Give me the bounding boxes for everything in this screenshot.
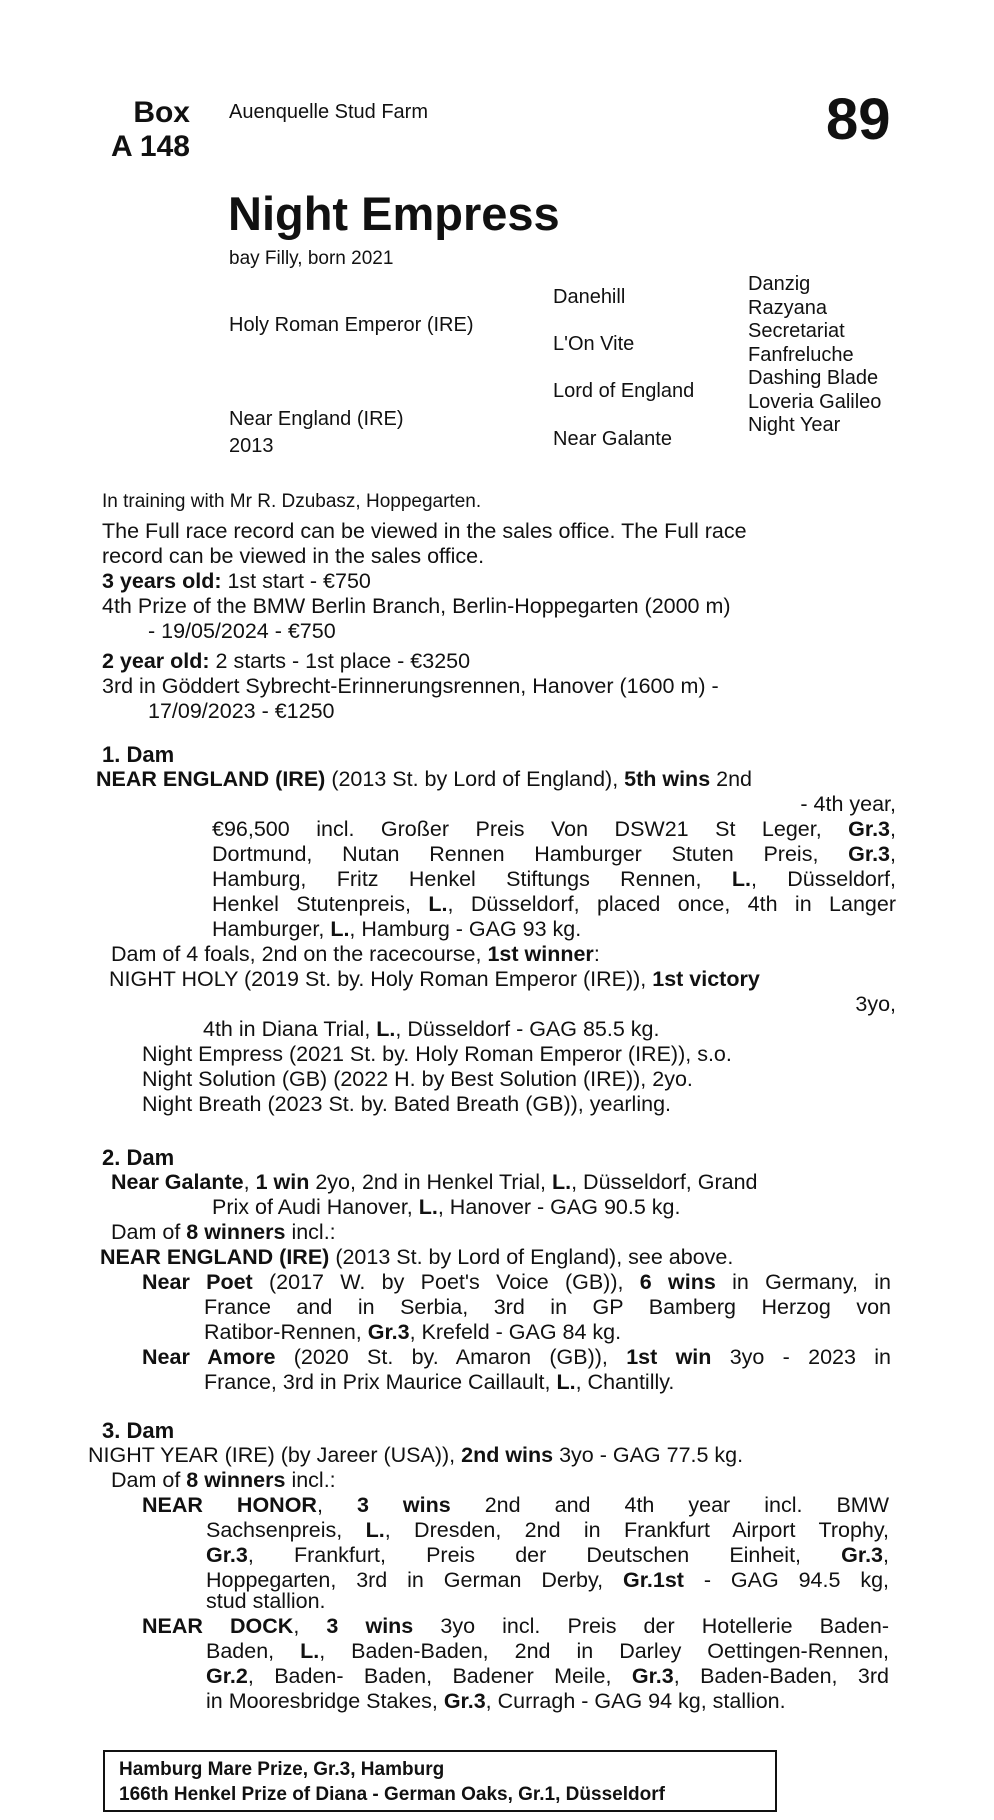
dam3-grade: Gr.3 xyxy=(841,1543,884,1567)
dam1-line xyxy=(212,917,896,942)
dam2-line xyxy=(142,1370,891,1395)
dam2-text: France, 3rd in Prix Maurice Caillault, xyxy=(204,1370,557,1394)
lot-number: 89 xyxy=(826,87,891,152)
dam1-foals xyxy=(96,942,896,967)
dam3-grade: L. xyxy=(365,1518,385,1542)
dam1-line xyxy=(96,767,896,792)
dam3-text: , Baden-Baden, 2nd in Darley Oettingen-Rennen, xyxy=(319,1639,889,1663)
record-2yo-race-date: 17/09/2023 - €1250 xyxy=(148,699,335,723)
dam1-text: , Düsseldorf, placed once, 4th in Langer xyxy=(447,892,896,916)
dam2-grade: Gr.3 xyxy=(367,1320,410,1344)
engagements-box xyxy=(103,1750,777,1812)
grandsire: Danehill xyxy=(553,286,626,308)
dam3-wins: 3 wins xyxy=(326,1614,414,1638)
engagement-item: 166th Henkel Prize of Diana - German Oaks, Gr.1, Düsseldorf xyxy=(119,1784,665,1805)
dam2-text: incl.: xyxy=(285,1220,336,1244)
dam1-text: Hamburg, Fritz Henkel Stiftungs Rennen, xyxy=(212,867,732,891)
granddam-dam-side: Near Galante xyxy=(553,428,672,450)
dam2-line: France and in Serbia, 3rd in GP Bamberg Herzog von xyxy=(204,1295,891,1319)
dam1-line xyxy=(96,1017,896,1042)
dam3-line xyxy=(142,1518,889,1543)
record-2yo xyxy=(102,649,731,674)
dam2-title: 2. Dam xyxy=(102,1145,175,1170)
dam3-line xyxy=(142,1664,889,1689)
box-title: Box xyxy=(133,96,190,129)
race-record xyxy=(102,569,731,724)
gen3-ancestor: Razyana xyxy=(748,296,827,319)
dam3-dam-of xyxy=(88,1468,908,1493)
dam2-line xyxy=(142,1270,891,1295)
dam3-line xyxy=(88,1443,908,1468)
dam3-text: , Dresden, 2nd in Frankfurt Airport Trophy, xyxy=(384,1518,889,1542)
dam3-title: 3. Dam xyxy=(102,1418,175,1443)
dam2-grade: L. xyxy=(556,1370,576,1394)
dam3-text: Baden, xyxy=(206,1639,301,1663)
dam3-text: 3yo incl. Preis der Hotellerie Baden- xyxy=(413,1614,889,1638)
dam1-line: 3yo, xyxy=(855,992,896,1016)
dam1-line xyxy=(212,892,896,917)
dam2-text: (2017 W. by Poet's Voice (GB)), xyxy=(252,1270,640,1294)
farm-name: Auenquelle Stud Farm xyxy=(229,101,429,123)
dam3-grade: Gr.3 xyxy=(443,1689,486,1713)
dam3-text: , xyxy=(293,1614,327,1638)
dam2-text: , Chantilly. xyxy=(575,1370,675,1394)
dam2-text: , xyxy=(243,1170,256,1194)
dam3-winners: 8 winners xyxy=(186,1468,286,1492)
dam1-grade: L. xyxy=(330,917,350,941)
dam2-progeny-name: Near Poet xyxy=(142,1270,253,1294)
dam3-text: , Frankfurt, Preis der Deutschen Einheit, xyxy=(247,1543,842,1567)
horse-description: bay Filly, born 2021 xyxy=(229,248,394,269)
dam1-grade: Gr.3 xyxy=(848,842,891,866)
gen3-ancestor: Secretariat xyxy=(748,320,845,342)
dam1-line xyxy=(212,842,896,867)
dam3-text: NIGHT YEAR (IRE) (by Jareer (USA)), xyxy=(88,1443,462,1467)
horse-name: Night Empress xyxy=(228,187,560,240)
record-note-line: The Full race record can be viewed in the sales office. The Full race xyxy=(102,519,747,543)
dam3-text: 3yo - GAG 77.5 kg. xyxy=(553,1443,744,1467)
dam2-wins: 1st win xyxy=(626,1345,712,1369)
dam2-text: 3yo - 2023 in xyxy=(711,1345,892,1369)
pedigree-gen3 xyxy=(748,273,881,438)
dam2-dam-of xyxy=(100,1220,910,1245)
dam3-text: in Mooresbridge Stakes, xyxy=(206,1689,444,1713)
dam1-winner: 1st victory xyxy=(652,967,760,991)
dam1-winner: 1st winner xyxy=(487,942,594,966)
dam1-progeny: Night Solution (GB) (2022 H. by Best Solution (IRE)), 2yo. xyxy=(142,1067,693,1091)
dam2-text: Ratibor-Rennen, xyxy=(204,1320,368,1344)
dam1-text: Dortmund, Nutan Rennen Hamburger Stuten Preis, xyxy=(212,842,849,866)
gen3-ancestor: Fanfreluche xyxy=(748,343,854,366)
dam: Near England (IRE) xyxy=(229,408,404,430)
dam2-text: (2020 St. by. Amaron (GB)), xyxy=(275,1345,627,1369)
dam1-text: 2nd xyxy=(710,767,753,791)
dam2-winners: 8 winners xyxy=(186,1220,286,1244)
dam3-grade: Gr.3 xyxy=(206,1543,248,1567)
dam2-line xyxy=(142,1320,891,1345)
dam2-name: Near Galante xyxy=(111,1170,244,1194)
dam1-text: , xyxy=(890,817,896,841)
dam1-text: Hamburger, xyxy=(212,917,331,941)
dam3-section xyxy=(88,1443,908,1714)
dam1-text: Dam of 4 foals, 2nd on the racecourse, xyxy=(111,942,488,966)
dam3-text: Hoppegarten, 3rd in German Derby, xyxy=(206,1568,623,1592)
dam2-text: , Hanover - GAG 90.5 kg. xyxy=(437,1195,681,1219)
dam2-text: (2013 St. by Lord of England), see above. xyxy=(329,1245,734,1269)
dam2-line xyxy=(100,1195,910,1220)
dam1-text: 4th in Diana Trial, xyxy=(203,1017,377,1041)
dam2-text: 2yo, 2nd in Henkel Trial, xyxy=(309,1170,552,1194)
dam2-text: , Krefeld - GAG 84 kg. xyxy=(409,1320,622,1344)
dam2-progeny-name: Near Amore xyxy=(142,1345,276,1369)
sire: Holy Roman Emperor (IRE) xyxy=(229,314,474,336)
dam1-text: , Hamburg - GAG 93 kg. xyxy=(349,917,582,941)
gen3-ancestor: Dashing Blade xyxy=(748,367,879,389)
dam3-grade: Gr.2 xyxy=(206,1664,248,1688)
dam1-grade: L. xyxy=(376,1017,396,1041)
dam3-text: Dam of xyxy=(111,1468,187,1492)
engagement-item: Hamburg Mare Prize, Gr.3, Hamburg xyxy=(119,1759,445,1780)
dam-year: 2013 xyxy=(229,435,274,457)
record-3yo-race-date: - 19/05/2024 - €750 xyxy=(148,619,336,643)
dam3-line xyxy=(142,1639,889,1664)
dam3-text: , xyxy=(316,1493,357,1517)
dam1-wins: 5th wins xyxy=(624,767,711,791)
dam2-progeny-name: NEAR ENGLAND (IRE) xyxy=(100,1245,330,1269)
record-3yo xyxy=(102,569,731,594)
dam2-text: in Germany, in xyxy=(715,1270,891,1294)
dam2-line xyxy=(100,1170,910,1195)
dam2-grade: L. xyxy=(418,1195,438,1219)
record-2yo-text: 2 starts - 1st place - €3250 xyxy=(209,649,471,673)
dam1-grade: L. xyxy=(428,892,448,916)
dam3-text: Sachsenpreis, xyxy=(206,1518,366,1542)
dam3-wins: 3 wins xyxy=(356,1493,451,1517)
dam2-progeny xyxy=(100,1245,910,1270)
dam1-text: (2013 St. by Lord of England), xyxy=(325,767,625,791)
gen3-ancestor: Loveria Galileo xyxy=(748,390,882,413)
box-number: A 148 xyxy=(111,130,190,163)
dam3-grade: Gr.1st xyxy=(622,1568,684,1592)
record-2yo-race: 3rd in Göddert Sybrecht-Erinnerungsrennen, Hanover (1600 m) - xyxy=(102,674,719,698)
dam3-line xyxy=(142,1543,889,1568)
dam1-progeny: Night Empress (2021 St. by. Holy Roman Emperor (IRE)), s.o. xyxy=(142,1042,732,1066)
dam1-line: - 4th year, xyxy=(800,792,896,816)
dam2-wins: 6 wins xyxy=(639,1270,716,1294)
dam3-line xyxy=(142,1689,889,1714)
dam3-line xyxy=(142,1614,889,1639)
dam3-progeny xyxy=(88,1493,889,1714)
dam2-wins: 1 win xyxy=(255,1170,310,1194)
dam2-text: , Düsseldorf, Grand xyxy=(571,1170,758,1194)
dam3-text: , xyxy=(883,1543,889,1567)
gen3-ancestor: Night Year xyxy=(748,414,841,436)
dam3-grade: L. xyxy=(300,1639,320,1663)
dam2-line xyxy=(142,1345,891,1370)
record-2yo-label: 2 year old: xyxy=(102,649,210,673)
dam3-line xyxy=(142,1493,889,1518)
dam1-text: NIGHT HOLY (2019 St. by. Holy Roman Emperor (IRE)), xyxy=(109,967,653,991)
dam2-grade: L. xyxy=(551,1170,572,1194)
training-note: In training with Mr R. Dzubasz, Hoppegarten. xyxy=(102,491,482,512)
dam3-progeny-name: NEAR HONOR xyxy=(142,1493,317,1517)
dam1-text: , Düsseldorf - GAG 85.5 kg. xyxy=(395,1017,660,1041)
dam3-grade: Gr.3 xyxy=(631,1664,674,1688)
dam1-details xyxy=(96,817,896,942)
dam1-text: €96,500 incl. Großer Preis Von DSW21 St Leger, xyxy=(212,817,849,841)
dam3-wins: 2nd wins xyxy=(461,1443,554,1467)
dam3-text: - GAG 94.5 kg, xyxy=(683,1568,889,1592)
record-3yo-label: 3 years old: xyxy=(102,569,222,593)
dam3-text: , Baden-Baden, 3rd xyxy=(673,1664,889,1688)
dam1-line xyxy=(212,867,896,892)
dam2-text: Prix of Audi Hanover, xyxy=(212,1195,419,1219)
dam1-grade: Gr.3 xyxy=(848,817,891,841)
dam1-text: , xyxy=(890,842,896,866)
gen3-ancestor: Danzig xyxy=(748,273,811,295)
dam1-progeny: Night Breath (2023 St. by. Bated Breath (GB)), yearling. xyxy=(142,1092,671,1116)
dam1-text: , Düsseldorf, xyxy=(750,867,897,891)
dam1-section xyxy=(96,767,896,1117)
dam1-name: NEAR ENGLAND (IRE) xyxy=(96,767,326,791)
record-note-line: record can be viewed in the sales office. xyxy=(102,544,485,568)
granddam-sire-side: L'On Vite xyxy=(553,333,635,355)
dam1-progeny xyxy=(96,967,896,992)
dam3-text: 2nd and 4th year incl. BMW xyxy=(450,1493,890,1517)
dam1-text: : xyxy=(593,942,600,966)
dam3-progeny-name: NEAR DOCK xyxy=(142,1614,294,1638)
dam3-text: , Baden- Baden, Badener Meile, xyxy=(247,1664,632,1688)
record-3yo-race: 4th Prize of the BMW Berlin Branch, Berlin-Hoppegarten (2000 m) xyxy=(102,594,731,618)
record-note xyxy=(102,519,747,569)
dam3-text: incl.: xyxy=(285,1468,336,1492)
dam1-line xyxy=(212,817,896,842)
dam1-grade: L. xyxy=(731,867,751,891)
dam3-text: , Curragh - GAG 94 kg, stallion. xyxy=(485,1689,786,1713)
record-3yo-text: 1st start - €750 xyxy=(221,569,371,593)
box-label xyxy=(100,96,190,164)
dam1-text: Henkel Stutenpreis, xyxy=(212,892,429,916)
damsire: Lord of England xyxy=(553,380,695,402)
dam2-section xyxy=(100,1170,910,1395)
dam1-title: 1. Dam xyxy=(102,742,175,767)
dam2-text: Dam of xyxy=(111,1220,187,1244)
dam2-progeny xyxy=(100,1270,891,1395)
dam3-line: stud stallion. xyxy=(206,1589,326,1613)
